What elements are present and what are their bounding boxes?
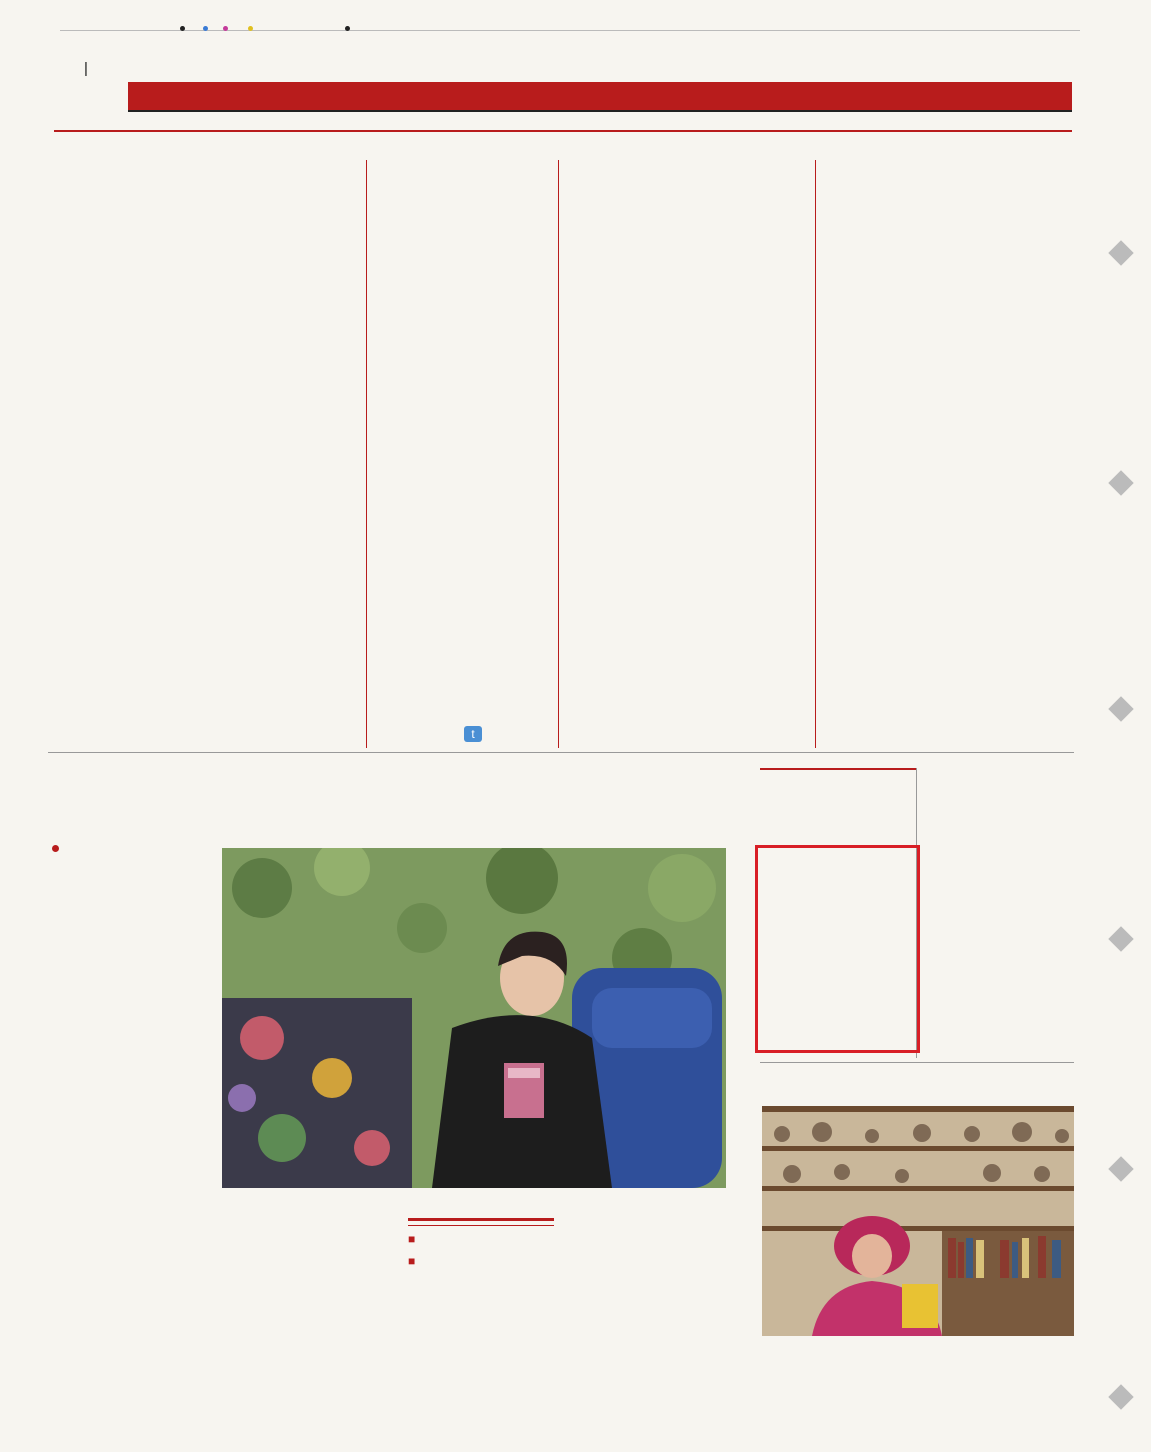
- column-rule: [815, 160, 816, 748]
- brief-ciencia: [928, 778, 1074, 784]
- highlight-box: [755, 845, 920, 1053]
- column-rule: [558, 160, 559, 748]
- registration-mark-icon: [1108, 240, 1133, 265]
- datos-rule: [408, 1218, 554, 1221]
- print-dot-icon: [180, 26, 185, 31]
- registration-mark-icon: [1108, 926, 1133, 951]
- uribe-photo: [762, 1106, 1074, 1336]
- page-date: |: [84, 60, 88, 77]
- section-bar: [128, 82, 1072, 110]
- section-underline: [128, 110, 1072, 112]
- futoshiki-large: [822, 490, 1074, 748]
- futoshiki-small: [884, 180, 1074, 380]
- crossword-grid: [48, 160, 366, 490]
- pastimes-rule: [54, 130, 1072, 132]
- print-dot-icon: [345, 26, 350, 31]
- crossword-answers: [372, 516, 472, 520]
- top-rule: [60, 30, 1080, 31]
- registration-mark-icon: [1108, 470, 1133, 495]
- registration-mark-icon: [1108, 696, 1133, 721]
- bullet-icon: [52, 845, 59, 852]
- print-dot-icon: [248, 26, 253, 31]
- twitter-icon: t: [464, 726, 482, 742]
- puzzles-bottom-rule: [48, 752, 1074, 753]
- datos-list: [408, 1232, 554, 1269]
- column-rule: [366, 160, 367, 748]
- author-photo-illustration: [222, 848, 726, 1188]
- sumas-grid: [370, 232, 555, 417]
- brief-fugas: [762, 852, 912, 858]
- print-dot-icon: [223, 26, 228, 31]
- brief-rule: [760, 1062, 1074, 1063]
- registration-mark-icon: [1108, 1156, 1133, 1181]
- datos-item: ■: [408, 1232, 416, 1246]
- author-photo: [222, 848, 726, 1188]
- registration-mark-icon: [1108, 1384, 1133, 1409]
- datos-subrule: [408, 1225, 554, 1226]
- datos-box: [408, 1218, 554, 1269]
- datos-item: ■: [408, 1254, 416, 1269]
- uribe-photo-illustration: [762, 1106, 1074, 1336]
- breve-rule: [760, 768, 916, 770]
- print-dot-icon: [203, 26, 208, 31]
